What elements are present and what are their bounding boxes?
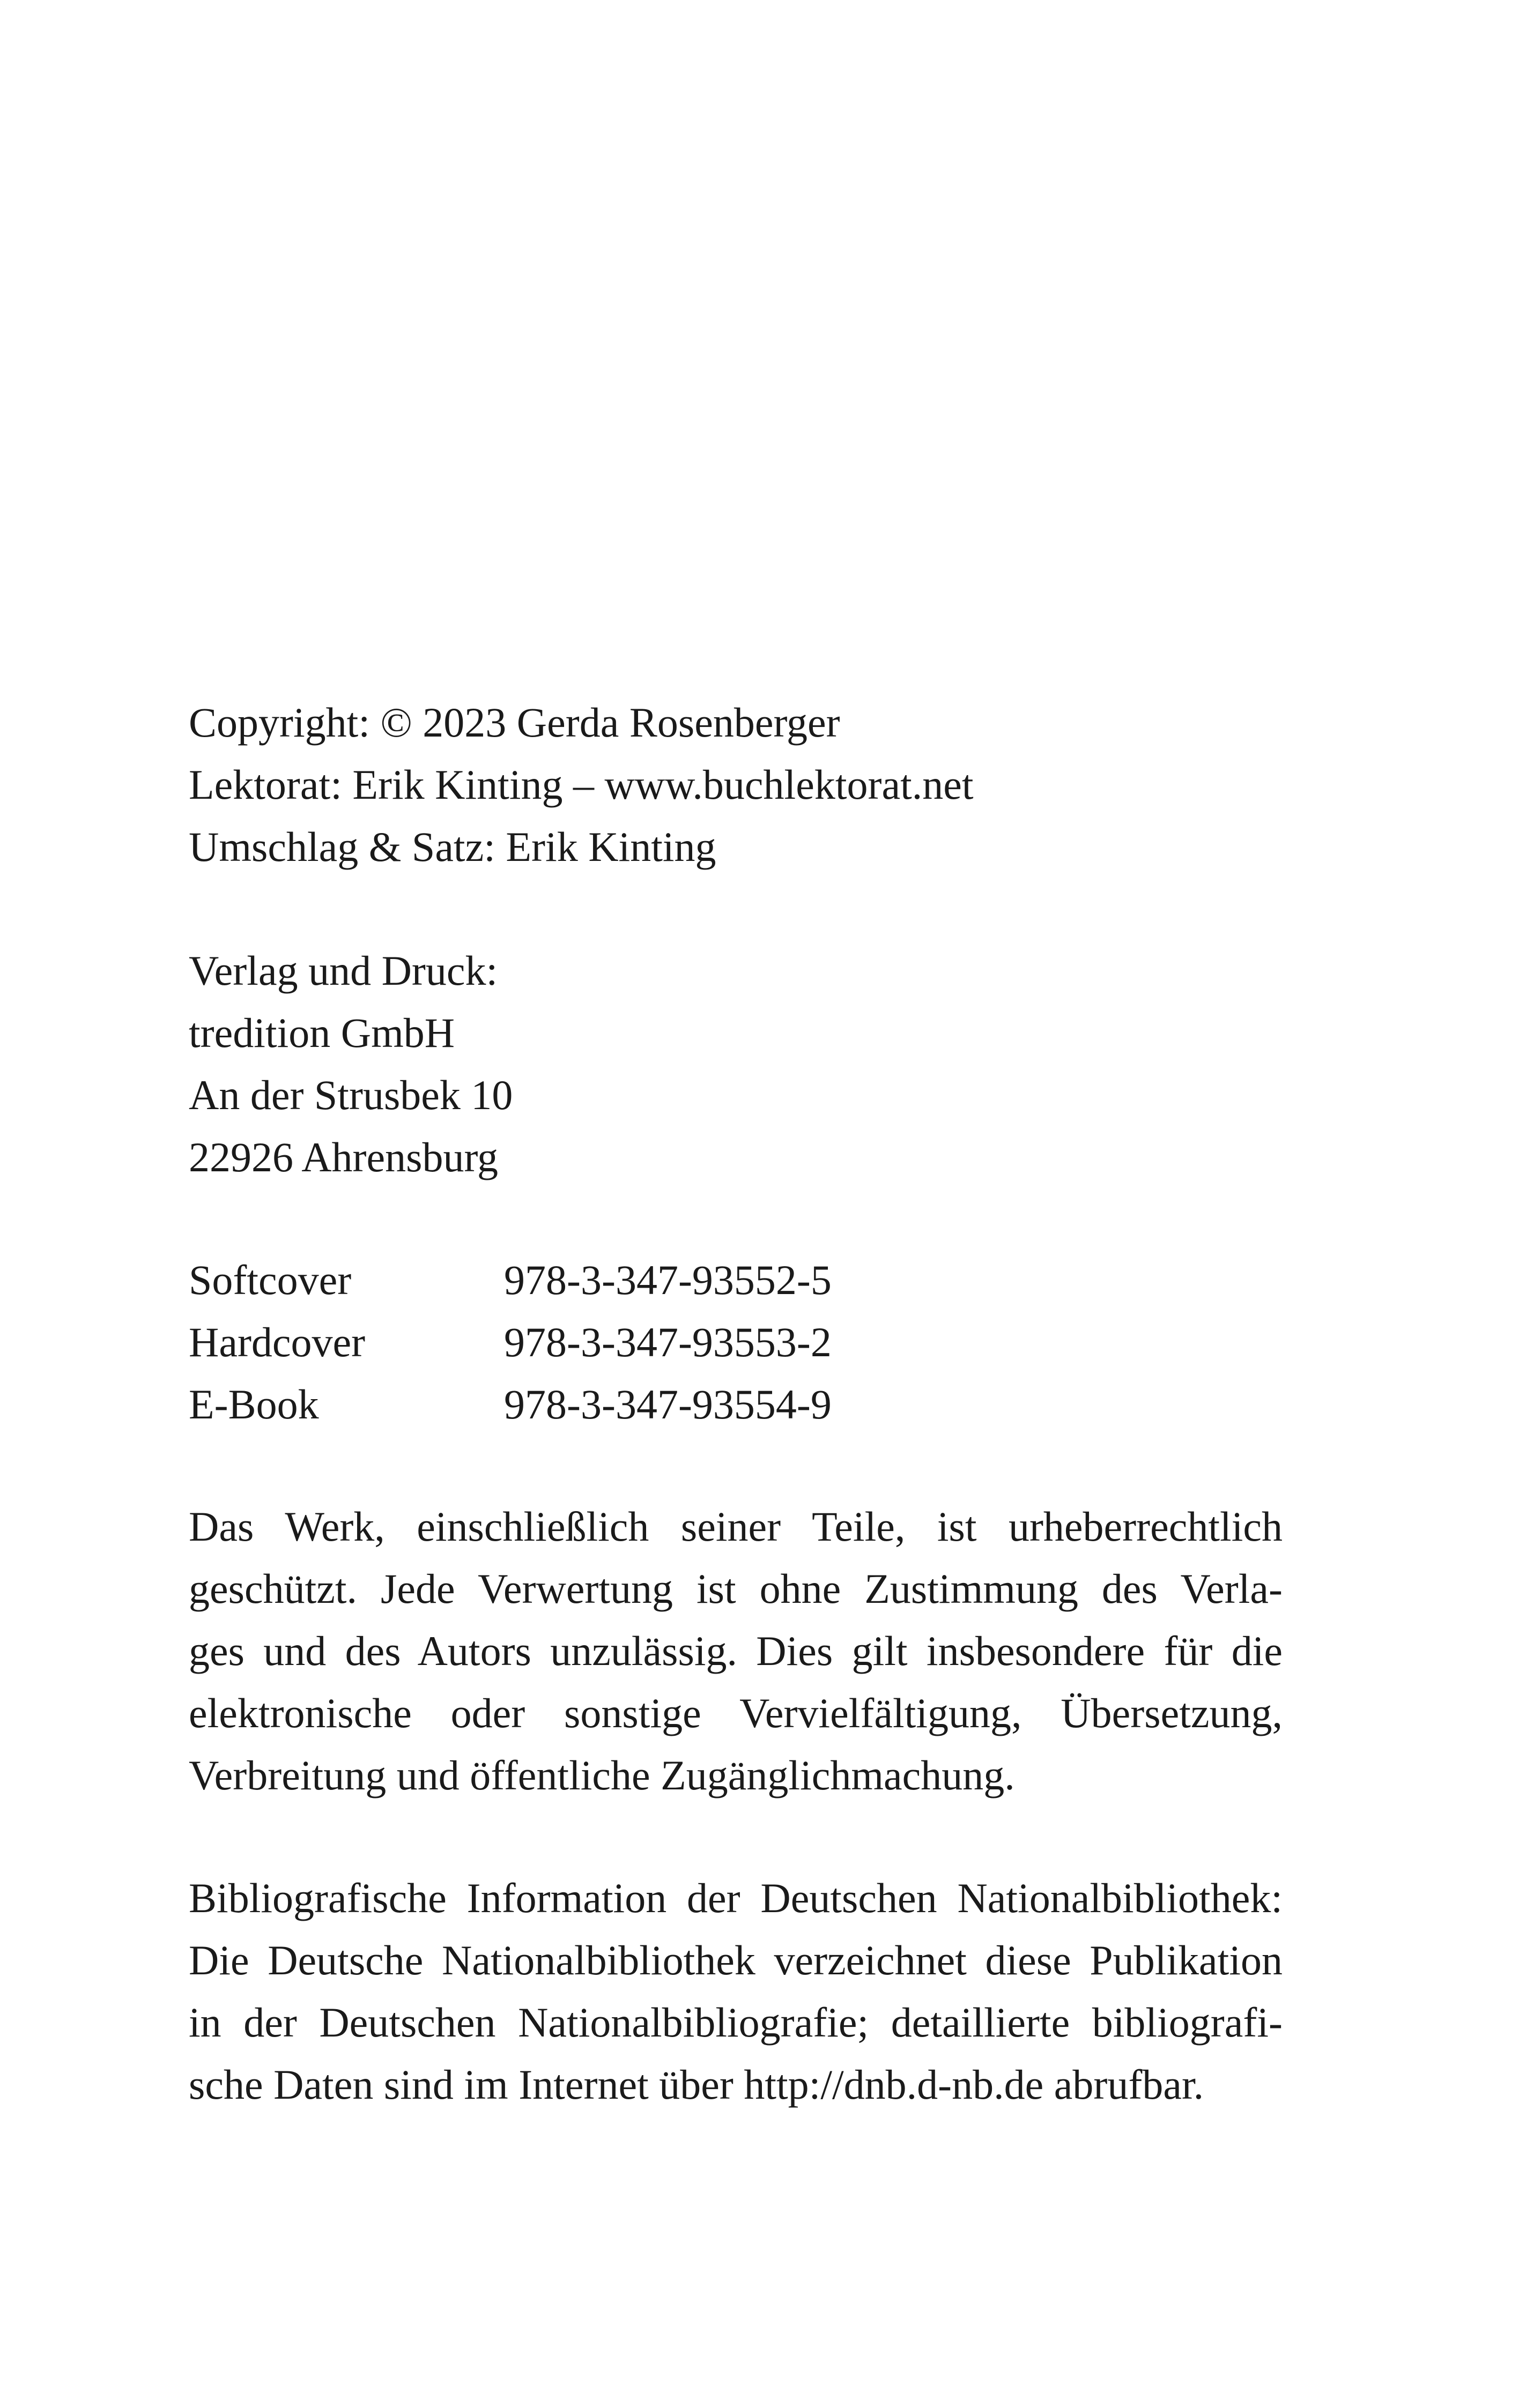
isbn-number: 978-3-347-93552-5: [504, 1257, 832, 1303]
rights-notice-line: ges und des Autors unzulässig. Dies gilt insbesondere für die: [189, 1627, 1283, 1674]
bibliographic-info-paragraph: [189, 1867, 1283, 2116]
publisher-heading: Verlag und Druck:: [189, 947, 498, 994]
rights-notice-line: Verbreitung und öffentliche Zugänglichmachung.: [189, 1752, 1015, 1798]
lektorat-line: Lektorat: Erik Kinting – www.buchlektorat.net: [189, 761, 974, 808]
rights-notice-line: geschützt. Jede Verwertung ist ohne Zustimmung des Verla-: [189, 1565, 1283, 1612]
publisher-block: [189, 940, 1283, 1188]
isbn-format-label: Hardcover: [189, 1319, 366, 1365]
isbn-row-ebook: [189, 1373, 1283, 1436]
copyright-line: Copyright: © 2023 Gerda Rosenberger: [189, 699, 840, 746]
isbn-format-label: E-Book: [189, 1381, 319, 1428]
isbn-format-label: Softcover: [189, 1257, 352, 1303]
credits-block: [189, 692, 1283, 878]
publisher-city: 22926 Ahrensburg: [189, 1134, 499, 1180]
isbn-number: 978-3-347-93553-2: [504, 1319, 832, 1365]
isbn-block: [189, 1249, 1283, 1436]
rights-notice-line: elektronische oder sonstige Vervielfältigung, Übersetzung,: [189, 1690, 1283, 1736]
umschlag-line: Umschlag & Satz: Erik Kinting: [189, 823, 716, 870]
publisher-name: tredition GmbH: [189, 1009, 455, 1056]
rights-notice-paragraph: [189, 1496, 1283, 1807]
bibliographic-info-line: Die Deutsche Nationalbibliothek verzeichnet diese Publikation: [189, 1937, 1283, 1983]
bibliographic-info-line: Bibliografische Information der Deutschen Nationalbibliothek:: [189, 1875, 1283, 1921]
isbn-row-softcover: [189, 1249, 1283, 1311]
isbn-number: 978-3-347-93554-9: [504, 1381, 832, 1428]
isbn-row-hardcover: [189, 1311, 1283, 1373]
publisher-street: An der Strusbek 10: [189, 1072, 513, 1118]
bibliographic-info-line: sche Daten sind im Internet über http://dnb.d-nb.de abrufbar.: [189, 2061, 1204, 2108]
bibliographic-info-line: in der Deutschen Nationalbibliografie; detaillierte bibliografi-: [189, 1999, 1283, 2046]
rights-notice-line: Das Werk, einschließlich seiner Teile, ist urheberrechtlich: [189, 1503, 1283, 1550]
